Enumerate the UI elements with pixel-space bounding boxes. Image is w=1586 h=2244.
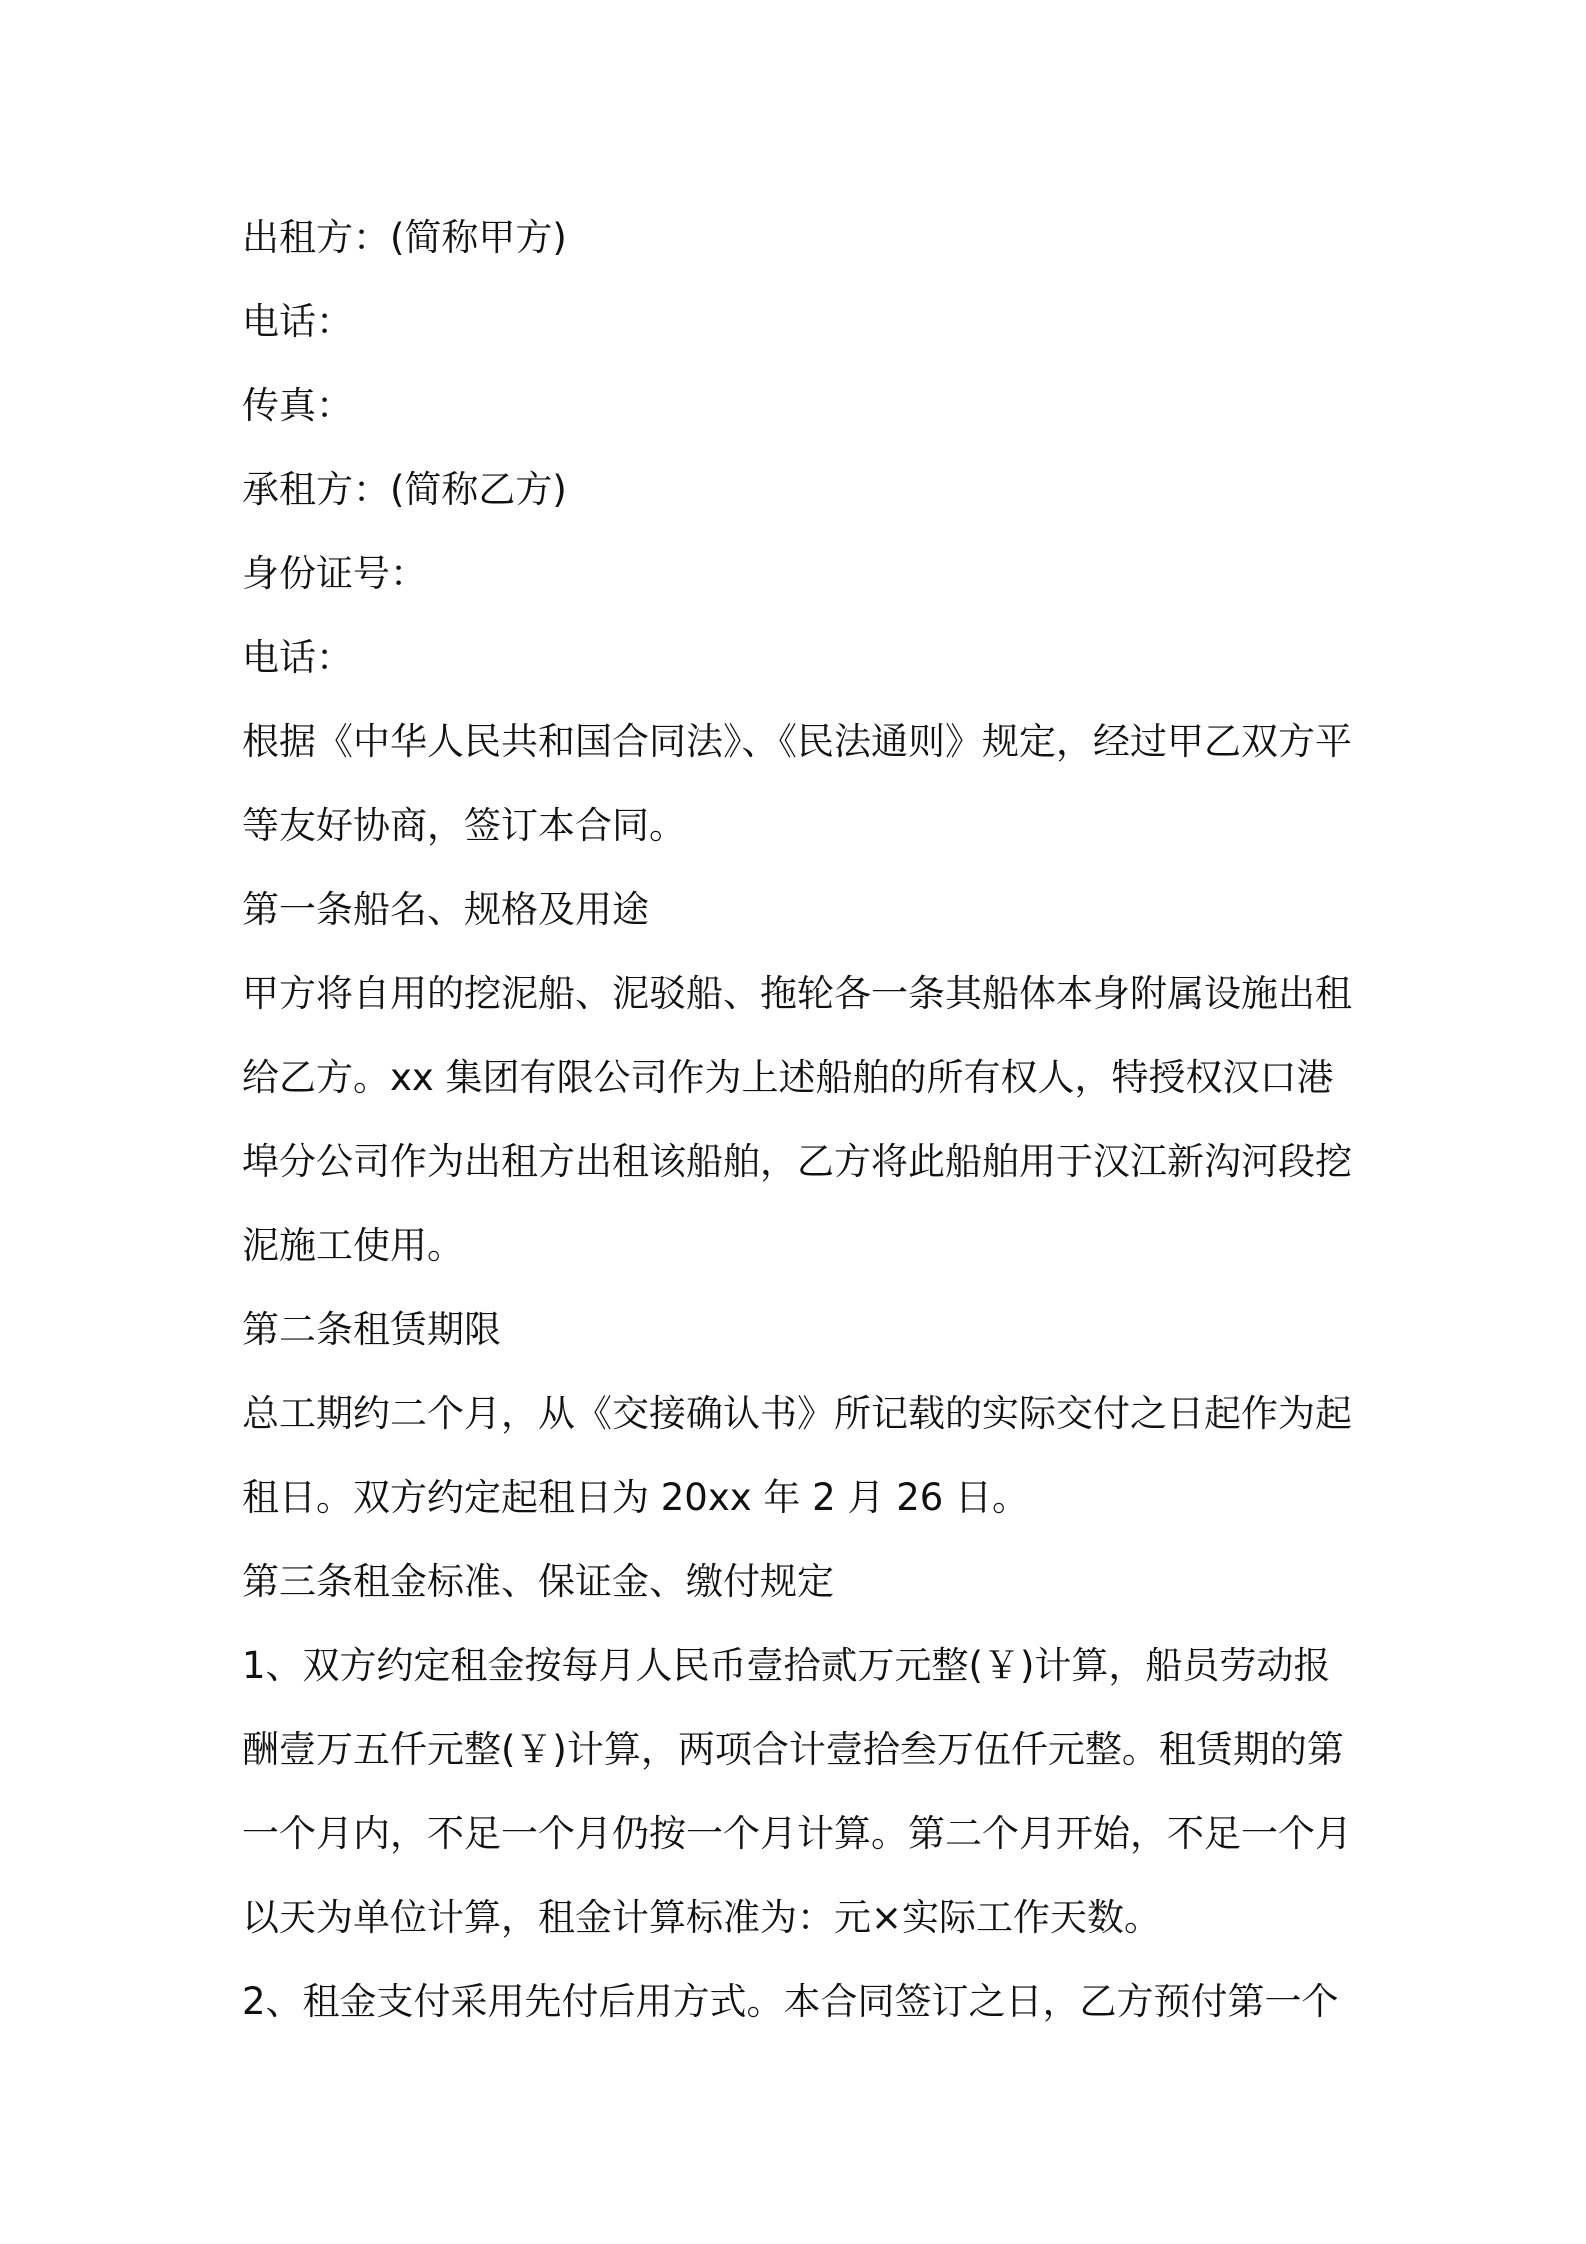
article-3	[242, 1540, 1367, 2044]
article-2	[242, 1288, 1367, 1540]
lessee-id-field: 身份证号：	[242, 552, 427, 595]
lessee-field: 承租方：(简称乙方)	[242, 468, 567, 511]
lessor-fax-field: 传真：	[242, 384, 353, 427]
text-line: 2、租金支付采用先付后用方式。本合同签订之日，乙方预付第一个	[242, 1980, 1339, 2023]
text-line: 等友好协商，签订本合同。	[242, 804, 686, 847]
party-info	[242, 196, 1367, 700]
article-title: 第三条租金标准、保证金、缴付规定	[242, 1560, 834, 1603]
intro-paragraph	[242, 700, 1367, 868]
lessor-phone-field: 电话：	[242, 300, 353, 343]
text-line: 一个月内，不足一个月仍按一个月计算。第二个月开始，不足一个月	[242, 1812, 1352, 1855]
text-line: 泥施工使用。	[242, 1224, 464, 1267]
lessor-field: 出租方：(简称甲方)	[242, 216, 567, 259]
article-title: 第一条船名、规格及用途	[242, 888, 649, 931]
contract-body	[242, 196, 1367, 2044]
text-line: 1、双方约定租金按每月人民币壹拾贰万元整(￥)计算，船员劳动报	[242, 1644, 1331, 1687]
text-line: 甲方将自用的挖泥船、泥驳船、拖轮各一条其船体本身附属设施出租	[242, 972, 1352, 1015]
text-line: 给乙方。xx 集团有限公司作为上述船舶的所有权人，特授权汉口港	[242, 1056, 1334, 1099]
text-line: 租日。双方约定起租日为 20xx 年 2 月 26 日。	[242, 1476, 1030, 1519]
text-line: 总工期约二个月，从《交接确认书》所记载的实际交付之日起作为起	[242, 1392, 1352, 1435]
text-line: 埠分公司作为出租方出租该船舶，乙方将此船舶用于汉江新沟河段挖	[242, 1140, 1352, 1183]
text-line: 酬壹万五仟元整(￥)计算，两项合计壹拾叁万伍仟元整。租赁期的第	[242, 1728, 1344, 1771]
text-line: 以天为单位计算，租金计算标准为：元×实际工作天数。	[242, 1896, 1162, 1939]
lessee-phone-field: 电话：	[242, 636, 353, 679]
text-line: 根据《中华人民共和国合同法》、《民法通则》规定，经过甲乙双方平	[242, 720, 1352, 763]
article-1	[242, 868, 1367, 1288]
article-title: 第二条租赁期限	[242, 1308, 501, 1351]
